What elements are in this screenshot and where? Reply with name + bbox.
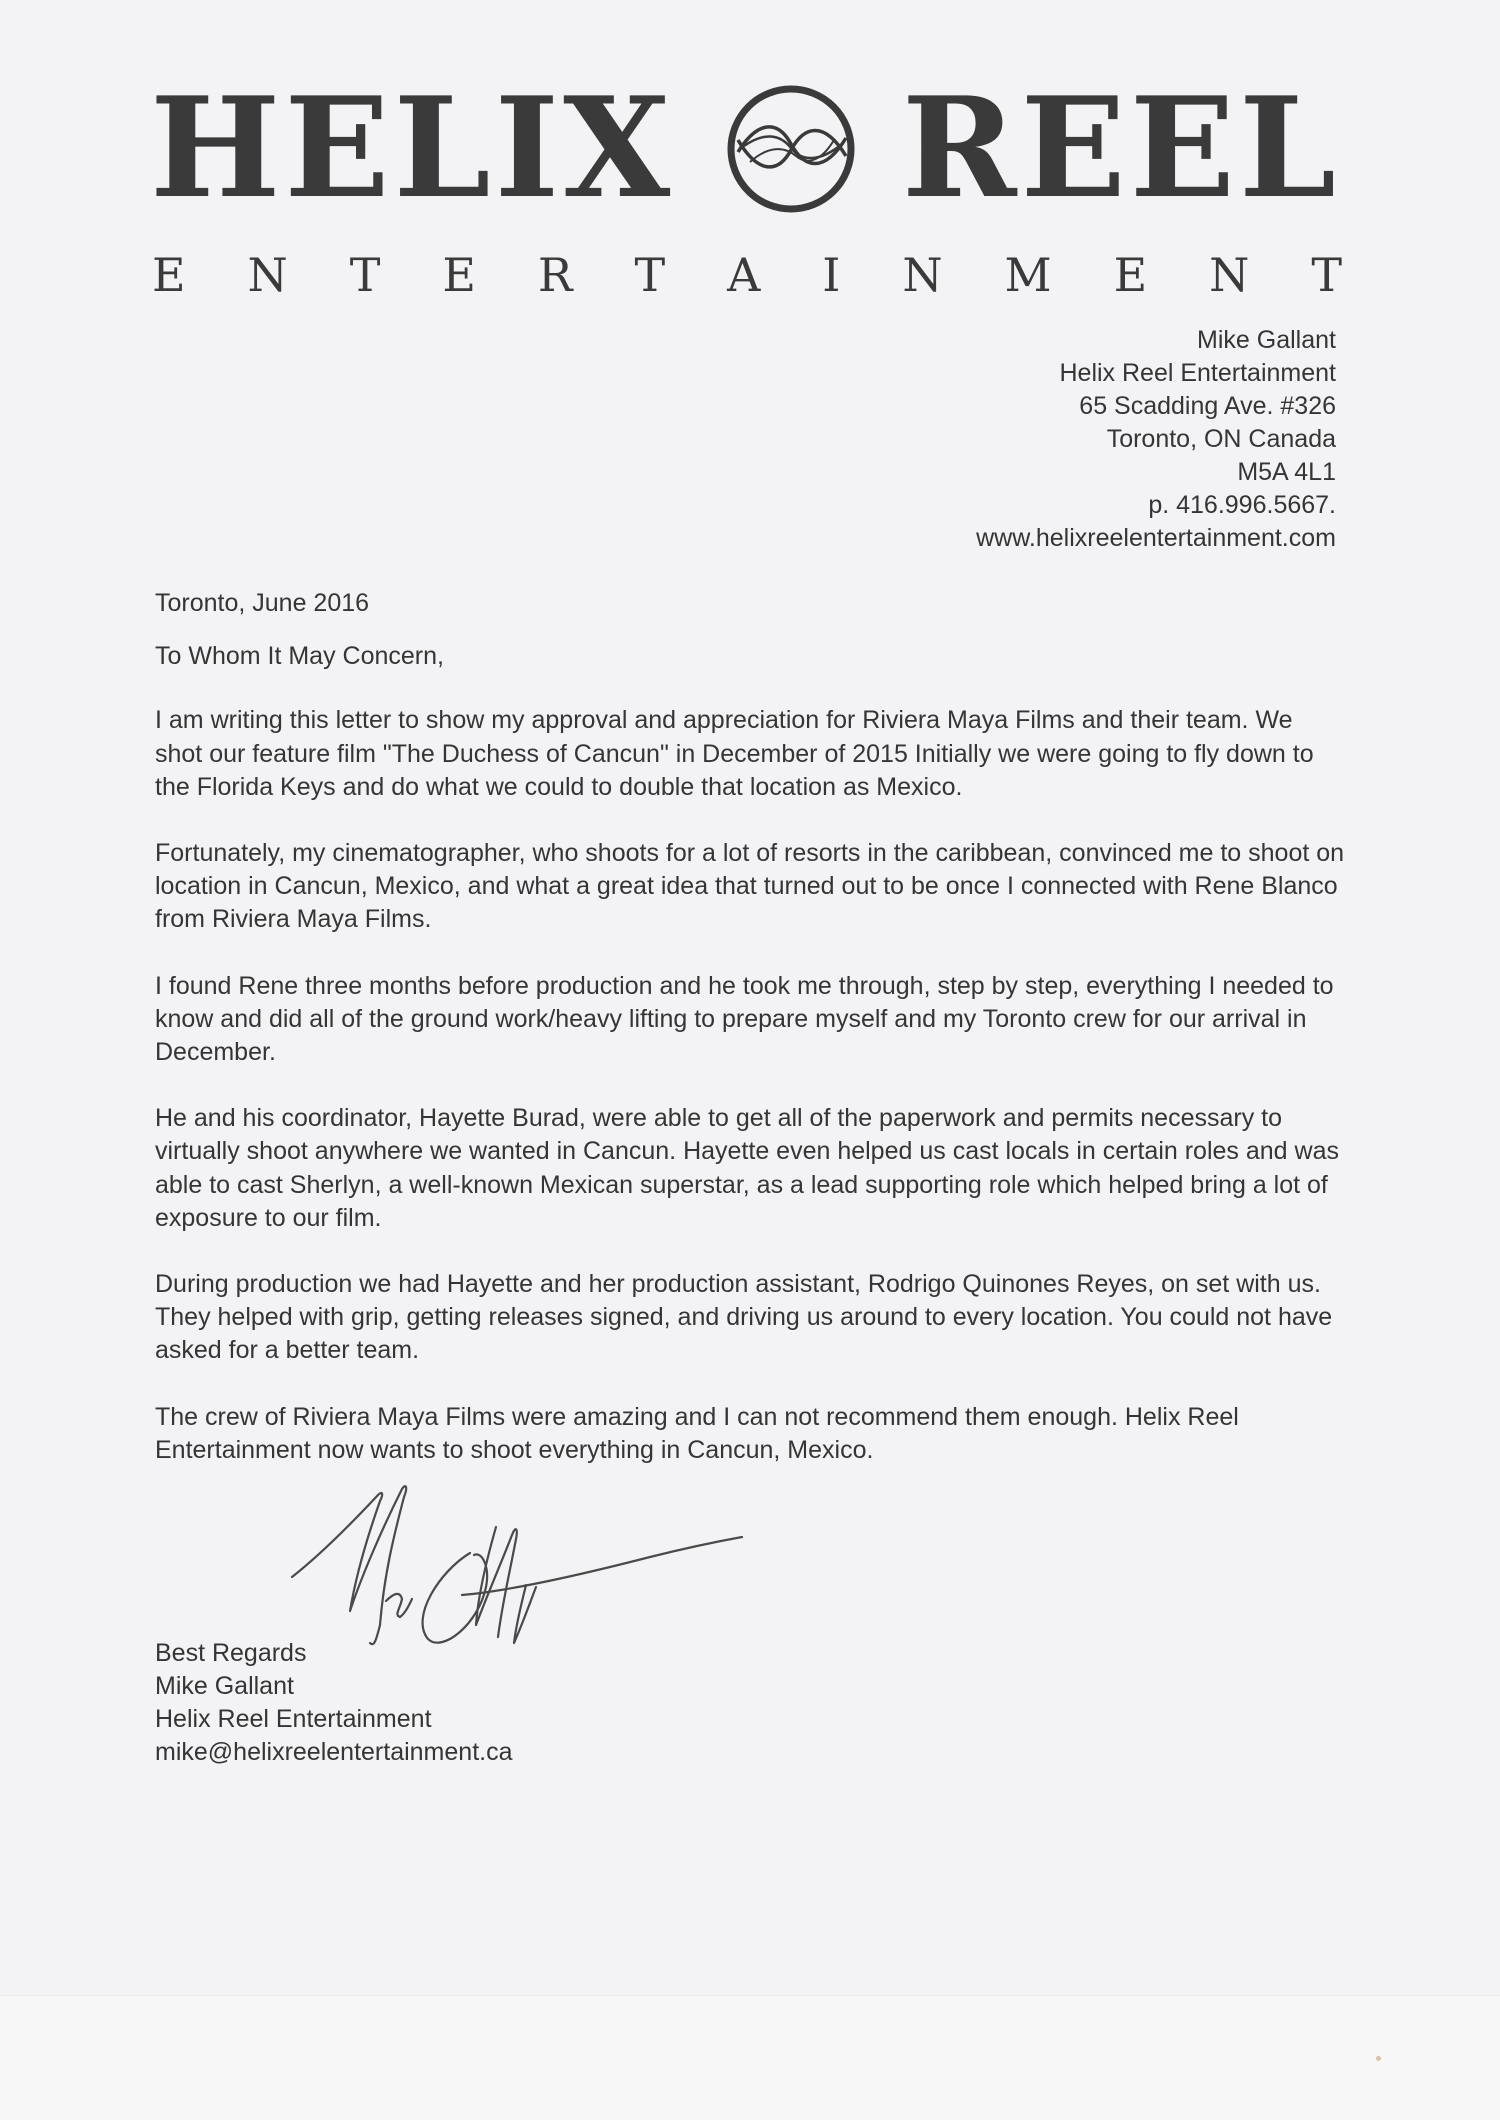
letter-paragraph: He and his coordinator, Hayette Burad, were able to get all of the paperwork and permits necessary to virtually shoot anywhere we wanted in Cancun. Hayette even helped us cast locals in certain roles and was able to cast Sherlyn, a well-known Mexican superstar, as a lead supporting role which helped bring a lot of exposure to our film. bbox=[155, 1104, 1339, 1232]
tagline-letter: E bbox=[442, 248, 476, 302]
sender-name: Mike Gallant bbox=[1197, 326, 1336, 354]
sender-website[interactable]: www.helixreelentertainment.com bbox=[976, 524, 1336, 552]
sender-phone: p. 416.996.5667. bbox=[1148, 491, 1336, 519]
tagline-letter: A bbox=[727, 248, 761, 302]
tagline-letter: E bbox=[152, 248, 186, 302]
tagline-letter: T bbox=[634, 248, 666, 302]
letter-body bbox=[155, 587, 1345, 1500]
letter-paragraph: I found Rene three months before production and he took me through, step by step, everything I needed to know and did all of the ground work/heavy lifting to prepare myself and my Toronto crew for our arrival in December. bbox=[155, 971, 1334, 1067]
closing-valediction: Best Regards bbox=[155, 1639, 307, 1667]
closing-company: Helix Reel Entertainment bbox=[155, 1705, 432, 1733]
tagline-letter: E bbox=[1113, 248, 1148, 302]
letter-paragraph: Fortunately, my cinematographer, who shoots for a lot of resorts in the caribbean, convinced me to shoot on location in Cancun, Mexico, and what a great idea that turned out to be once I connected with Rene Blanco from Riviera Maya Films. bbox=[155, 839, 1345, 934]
film-reel-helix-icon bbox=[724, 82, 858, 216]
tagline-letter: R bbox=[537, 248, 573, 302]
scan-speck bbox=[1376, 2056, 1381, 2061]
sender-street: 65 Scadding Ave. #326 bbox=[1079, 392, 1336, 420]
sender-postal-code: M5A 4L1 bbox=[1237, 458, 1336, 486]
closing-email[interactable]: mike@helixreelentertainment.ca bbox=[155, 1738, 513, 1766]
sender-address-block bbox=[976, 324, 1336, 555]
letterhead-logo bbox=[150, 66, 1340, 229]
tagline-letter: T bbox=[349, 248, 381, 302]
sender-company: Helix Reel Entertainment bbox=[1059, 359, 1336, 387]
tagline-letter: N bbox=[902, 248, 943, 302]
logo-word-helix: HELIX bbox=[150, 66, 675, 229]
closing-block bbox=[155, 1637, 512, 1769]
letter-greeting: To Whom It May Concern, bbox=[155, 642, 444, 671]
letter-paragraph: I am writing this letter to show my approval and appreciation for Riviera Maya Films and their team. We shot our feature film "The Duchess of Cancun" in December of 2015 Initially we were going to fly down to the Florida Keys and do what we could to double that location as Mexico. bbox=[155, 706, 1314, 801]
tagline-letter: N bbox=[1209, 248, 1250, 302]
closing-name: Mike Gallant bbox=[155, 1672, 294, 1700]
scan-bottom-margin bbox=[0, 1995, 1500, 2120]
tagline-letter: N bbox=[247, 248, 288, 302]
letter-paragraph: During production we had Hayette and her production assistant, Rodrigo Quinones Reyes, on set with us. They helped with grip, getting releases signed, and driving us around to every location. You could not have asked for a better team. bbox=[155, 1270, 1333, 1365]
letter-paragraph: The crew of Riviera Maya Films were amazing and I can not recommend them enough. Helix Reel Entertainment now wants to shoot everything in Cancun, Mexico. bbox=[155, 1402, 1239, 1464]
sender-city: Toronto, ON Canada bbox=[1106, 425, 1336, 453]
tagline-letter: T bbox=[1311, 248, 1342, 302]
logo-tagline bbox=[152, 248, 1342, 302]
tagline-letter: I bbox=[822, 248, 841, 302]
tagline-letter: M bbox=[1004, 248, 1052, 302]
logo-word-reel: REEL bbox=[901, 66, 1340, 229]
letter-date: Toronto, June 2016 bbox=[155, 589, 370, 617]
